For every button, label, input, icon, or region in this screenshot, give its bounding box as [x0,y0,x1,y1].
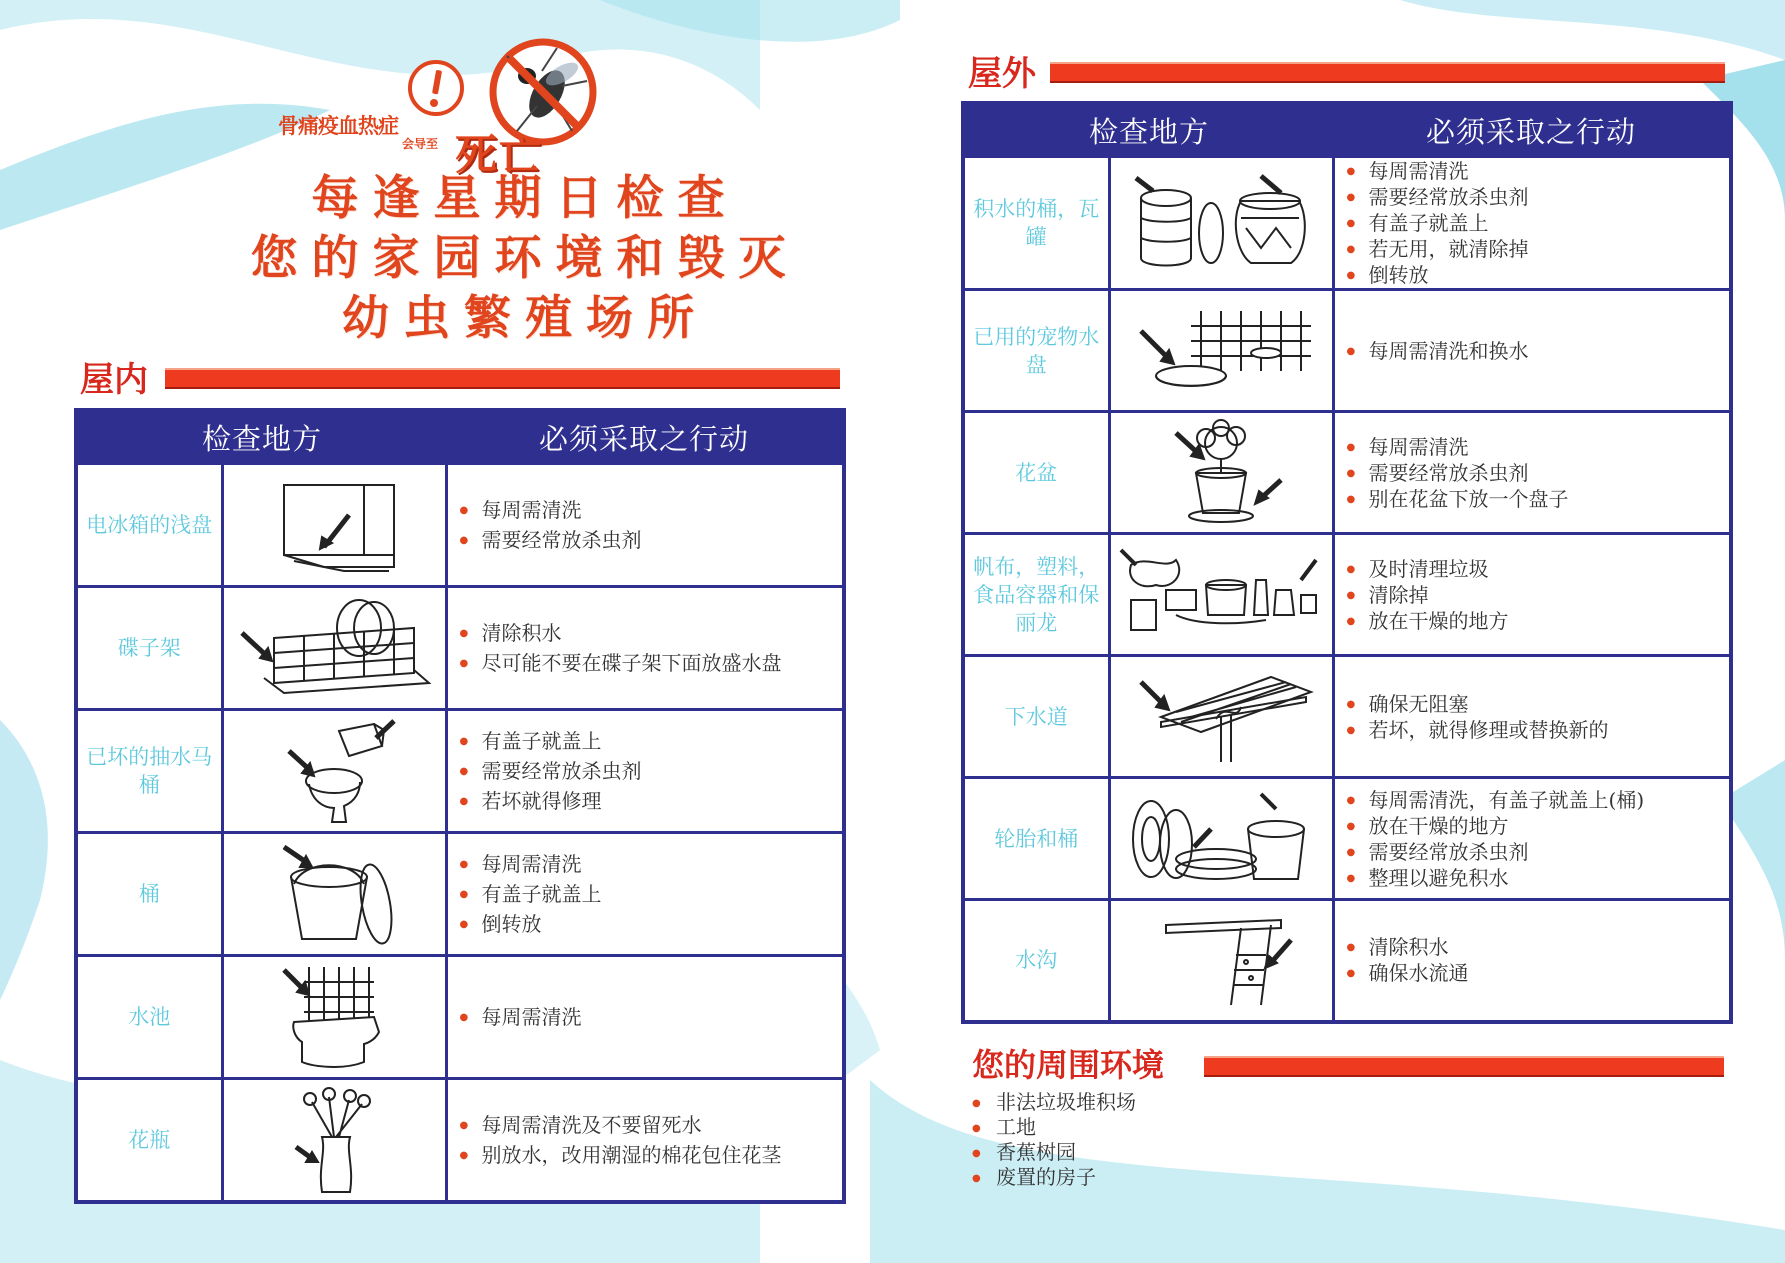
table-row [76,833,844,956]
action-item: ● 别放水，改用潮湿的棉花包住花茎 [460,1140,843,1170]
bucket-icon [222,833,446,956]
roof-gutter-icon [1109,656,1333,778]
action-item: ● 有盖子就盖上 [460,726,843,756]
action-item: ● 若坏，就得修理或替换新的 [1347,717,1730,743]
action-item: ● 每周需清洗 [1347,434,1730,460]
table-row [76,710,844,833]
row-actions [1335,691,1730,743]
page-title-line-2: 您的家园环境和毁灭 [250,231,800,286]
row-place: 桶 [76,833,222,956]
action-item: ● 需要经常放杀虫剂 [1347,460,1730,486]
action-item: ● 确保无阻塞 [1347,691,1730,717]
action-item: ● 有盖子就盖上 [1347,210,1730,236]
row-place: 帆布，塑料，食品容器和保丽龙 [963,534,1109,656]
vase-icon [222,1079,446,1202]
indoor-table [74,408,846,1204]
list-item: ● 工地 [968,1115,1136,1140]
row-place: 下水道 [963,656,1109,778]
action-item: ● 每周需清洗 [1347,158,1730,184]
action-item: ● 倒转放 [460,909,843,939]
row-place: 花盆 [963,412,1109,534]
sink-icon [222,956,446,1079]
action-item: ● 放在干燥的地方 [1347,608,1730,634]
outdoor-heading: 屋外 [968,54,1036,94]
row-actions [448,849,843,939]
dish-rack-icon [222,587,446,710]
list-item: ● 非法垃圾堆积场 [968,1090,1136,1115]
table-row [963,900,1731,1022]
indoor-table-header [76,410,844,464]
surroundings-heading-bar [1204,1056,1724,1077]
table-row [76,1079,844,1202]
brand-disease-name: 骨痛疫血热症 [278,114,398,138]
brand-cause-text: 会导至 [402,137,439,151]
outdoor-col-action: 必须采取之行动 [1333,103,1731,157]
action-item: ● 需要经常放杀虫剂 [460,756,843,786]
row-place: 水池 [76,956,222,1079]
action-item: ● 每周需清洗 [460,1002,843,1032]
barrel-jar-icon [1109,157,1333,290]
list-item: ● 香蕉树园 [968,1140,1136,1165]
surroundings-list [968,1090,1136,1190]
outdoor-table-header [963,103,1731,157]
action-item: ● 每周需清洗 [460,849,843,879]
row-actions [448,726,843,816]
row-place: 花瓶 [76,1079,222,1202]
row-place: 已用的宠物水盘 [963,290,1109,412]
fridge-tray-icon [222,464,446,587]
row-actions [1335,787,1730,891]
table-row [963,534,1731,656]
row-actions [1335,434,1730,512]
action-item: ● 若坏就得修理 [460,786,843,816]
flower-pot-icon [1109,412,1333,534]
page-title-line-3: 幼虫繁殖场所 [342,291,708,346]
action-item: ● 需要经常放杀虫剂 [1347,184,1730,210]
outdoor-heading-bar [1050,62,1725,83]
row-actions [1335,158,1730,288]
tyre-bucket-icon [1109,778,1333,900]
row-place: 已坏的抽水马桶 [76,710,222,833]
table-row [963,157,1731,290]
row-place: 碟子架 [76,587,222,710]
brand-death-text: 死亡 [455,130,544,179]
outdoor-table [961,101,1733,1024]
outdoor-col-place: 检查地方 [963,103,1333,157]
row-actions [448,1002,843,1032]
action-item: ● 整理以避免积水 [1347,865,1730,891]
action-item: ● 每周需清洗及不要留死水 [460,1110,843,1140]
row-place: 轮胎和桶 [963,778,1109,900]
table-row [963,290,1731,412]
indoor-heading-bar [165,368,840,389]
action-item: ● 倒转放 [1347,262,1730,288]
table-row [76,587,844,710]
surroundings-heading: 您的周围环境 [972,1046,1165,1084]
row-actions [1335,934,1730,986]
row-actions [448,1110,843,1170]
rubbish-icon [1109,534,1333,656]
action-item: ● 别在花盆下放一个盘子 [1347,486,1730,512]
indoor-col-place: 检查地方 [76,410,446,464]
row-actions [448,618,843,678]
action-item: ● 每周需清洗，有盖子就盖上(桶) [1347,787,1730,813]
indoor-col-action: 必须采取之行动 [446,410,844,464]
action-item: ● 放在干燥的地方 [1347,813,1730,839]
row-actions [1335,338,1730,364]
action-item: ● 尽可能不要在碟子架下面放盛水盘 [460,648,843,678]
table-row [963,656,1731,778]
list-item: ● 废置的房子 [968,1165,1136,1190]
action-item: ● 清除积水 [1347,934,1730,960]
action-item: ● 需要经常放杀虫剂 [1347,839,1730,865]
action-item: ● 有盖子就盖上 [460,879,843,909]
table-row [963,412,1731,534]
page-title-line-1: 每逢星期日检查 [311,171,739,226]
action-item: ● 需要经常放杀虫剂 [460,525,843,555]
row-place: 积水的桶，瓦罐 [963,157,1109,290]
toilet-icon [222,710,446,833]
action-item: ● 每周需清洗和换水 [1347,338,1730,364]
action-item: ● 每周需清洗 [460,495,843,525]
action-item: ● 若无用，就清除掉 [1347,236,1730,262]
action-item: ● 清除积水 [460,618,843,648]
table-row [76,956,844,1079]
row-place: 水沟 [963,900,1109,1022]
table-row [963,778,1731,900]
action-item: ● 及时清理垃圾 [1347,556,1730,582]
row-actions [448,495,843,555]
table-row [76,464,844,587]
action-item: ● 确保水流通 [1347,960,1730,986]
row-actions [1335,556,1730,634]
drain-icon [1109,900,1333,1022]
warning-icon [406,58,466,118]
pet-bowl-icon [1109,290,1333,412]
row-place: 电冰箱的浅盘 [76,464,222,587]
indoor-heading: 屋内 [80,360,148,400]
action-item: ● 清除掉 [1347,582,1730,608]
